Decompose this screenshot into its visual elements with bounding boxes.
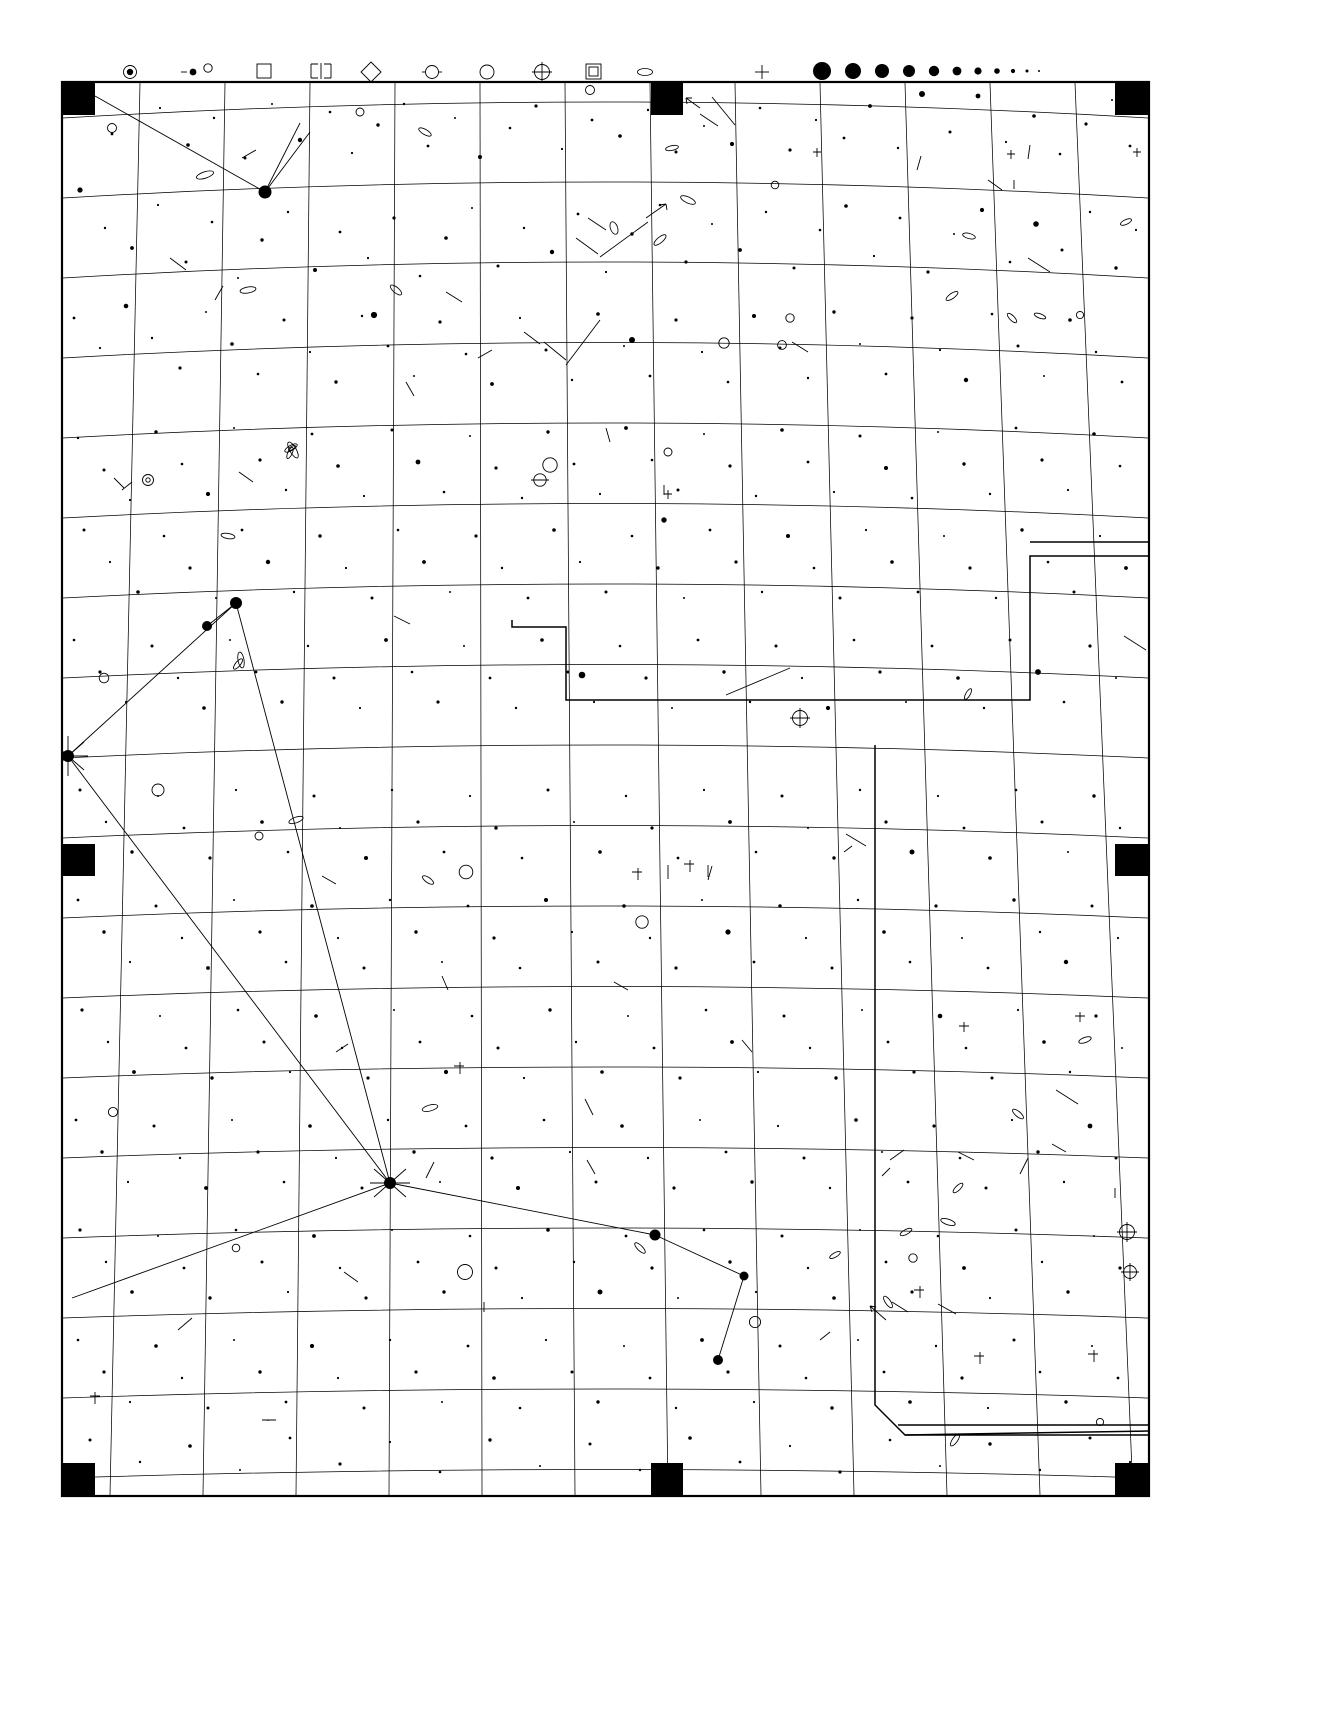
- grid-parallels: [63, 102, 1148, 1478]
- galaxy-symbols: [195, 126, 1132, 1669]
- grid-meridians: [110, 83, 1133, 1495]
- deep-sky-open-symbols: [99, 86, 1200, 1663]
- constellation-lines: [68, 96, 790, 1360]
- map-frame: [62, 82, 1149, 1496]
- tick-markers: [90, 148, 1244, 1421]
- field-stars: [73, 91, 1138, 1474]
- proper-motion-arrows: [114, 98, 1146, 1340]
- bright-stars: [48, 186, 1208, 1366]
- registration-marks: [63, 83, 1148, 1495]
- globular-cluster-symbols: [531, 474, 1139, 1281]
